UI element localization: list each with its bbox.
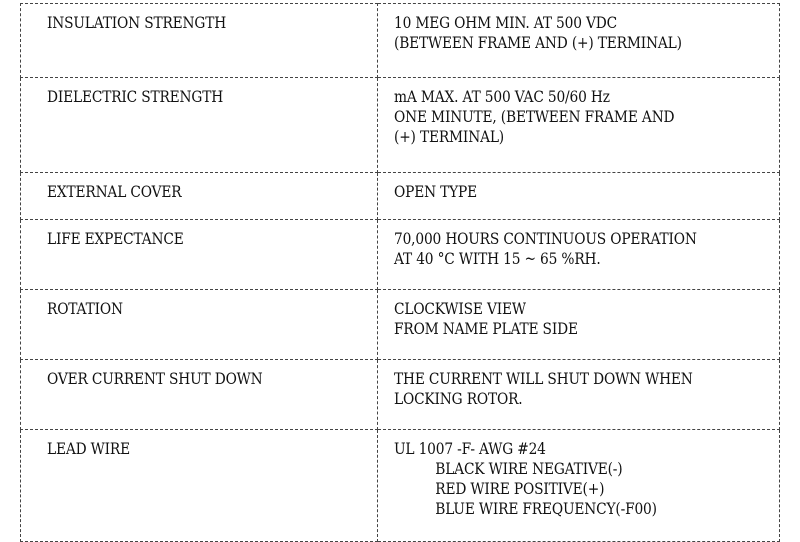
spec-value-line: FROM NAME PLATE SIDE <box>394 319 578 338</box>
spec-value-cell <box>378 290 780 360</box>
spec-value-line: (+) TERMINAL) <box>394 127 504 146</box>
spec-value-line: AT 40 °C WITH 15 ~ 65 %RH. <box>394 249 601 268</box>
spec-label-cell <box>21 78 378 173</box>
spec-label: LIFE EXPECTANCE <box>47 229 184 248</box>
spec-label-cell <box>21 290 378 360</box>
spec-value-cell <box>378 4 780 78</box>
spec-label-cell <box>21 4 378 78</box>
spec-value-cell <box>378 78 780 173</box>
table-row <box>21 78 780 173</box>
table-row <box>21 173 780 220</box>
spec-value-cell <box>378 430 780 542</box>
table-row <box>21 220 780 290</box>
spec-label-cell <box>21 360 378 430</box>
spec-label: LEAD WIRE <box>47 439 130 458</box>
table-row <box>21 290 780 360</box>
spec-label: OVER CURRENT SHUT DOWN <box>47 369 263 388</box>
spec-label: INSULATION STRENGTH <box>47 13 227 32</box>
spec-value-cell <box>378 220 780 290</box>
spec-value-line: mA MAX. AT 500 VAC 50/60 Hz <box>394 87 610 106</box>
wire-color-line: BLUE WIRE FREQUENCY(-F00) <box>435 499 657 518</box>
spec-label: ROTATION <box>47 299 123 318</box>
spec-label-cell <box>21 173 378 220</box>
spec-value-line: ONE MINUTE, (BETWEEN FRAME AND <box>394 107 675 126</box>
spec-value-line: 70,000 HOURS CONTINUOUS OPERATION <box>394 229 697 248</box>
spec-value-line: UL 1007 -F- AWG #24 <box>394 439 546 458</box>
spec-value-cell <box>378 173 780 220</box>
spec-label-cell <box>21 220 378 290</box>
spec-label-cell <box>21 430 378 542</box>
specification-table <box>20 3 780 542</box>
spec-label: EXTERNAL COVER <box>47 182 182 201</box>
wire-color-line: RED WIRE POSITIVE(+) <box>435 479 605 498</box>
table-row <box>21 430 780 542</box>
spec-value-line: OPEN TYPE <box>394 182 478 201</box>
wire-color-line: BLACK WIRE NEGATIVE(-) <box>435 459 623 478</box>
spec-value-line: CLOCKWISE VIEW <box>394 299 526 318</box>
table-row <box>21 4 780 78</box>
spec-value-line: (BETWEEN FRAME AND (+) TERMINAL) <box>394 33 682 52</box>
spec-value-line: THE CURRENT WILL SHUT DOWN WHEN <box>394 369 693 388</box>
spec-label: DIELECTRIC STRENGTH <box>47 87 224 106</box>
spec-value-line: LOCKING ROTOR. <box>394 389 523 408</box>
spec-value-line: 10 MEG OHM MIN. AT 500 VDC <box>394 13 617 32</box>
table-row <box>21 360 780 430</box>
spec-value-cell <box>378 360 780 430</box>
